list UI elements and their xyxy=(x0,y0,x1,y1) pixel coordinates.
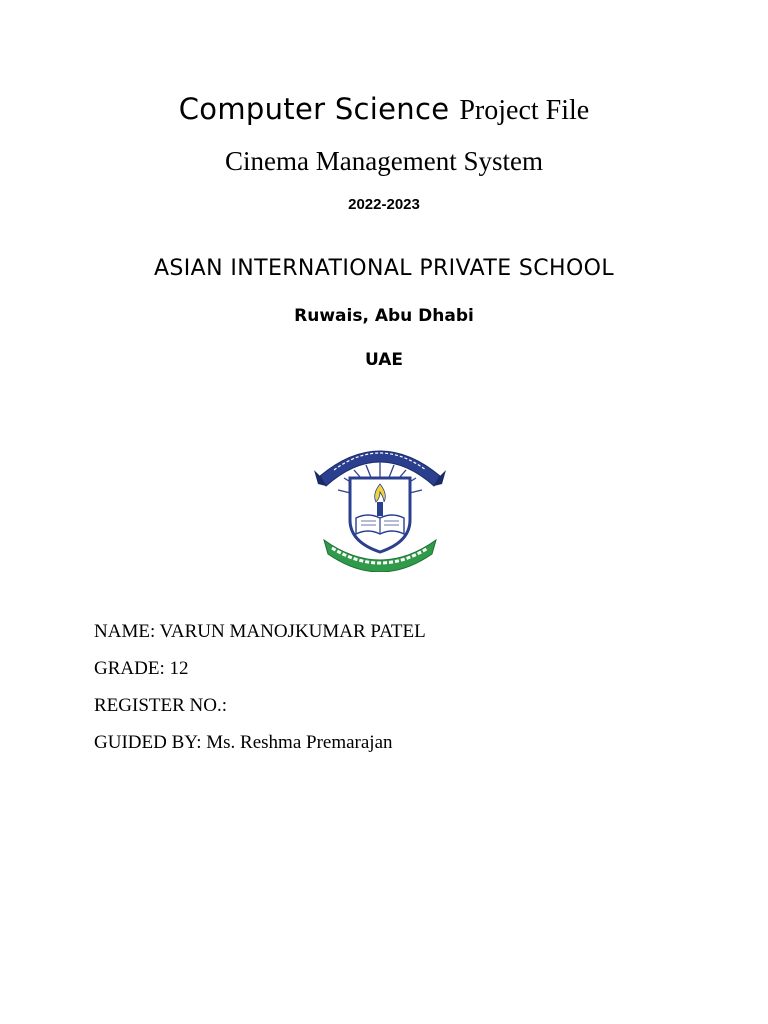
academic-year: 2022-2023 xyxy=(348,196,420,213)
student-name: NAME: VARUN MANOJKUMAR PATEL xyxy=(94,621,426,642)
register-number: REGISTER NO.: xyxy=(94,695,227,716)
school-logo-icon xyxy=(314,430,446,572)
title-sub: Project File xyxy=(459,95,590,126)
student-info xyxy=(94,618,426,766)
student-grade: GRADE: 12 xyxy=(94,658,189,679)
guided-by: GUIDED BY: Ms. Reshma Premarajan xyxy=(94,732,393,753)
school-country: UAE xyxy=(364,350,404,370)
page-title xyxy=(0,92,768,127)
school-location: Ruwais, Abu Dhabi xyxy=(294,306,474,326)
project-subtitle: Cinema Management System xyxy=(225,146,543,176)
school-name: ASIAN INTERNATIONAL PRIVATE SCHOOL xyxy=(153,256,615,281)
title-main: Computer Science xyxy=(178,92,450,126)
